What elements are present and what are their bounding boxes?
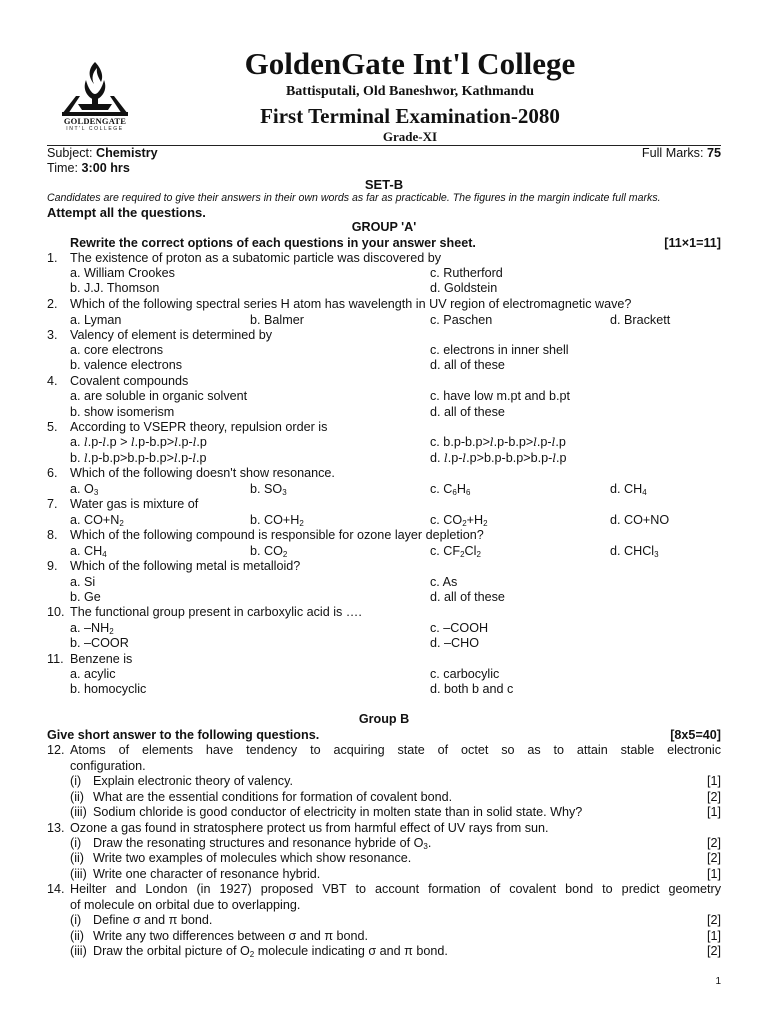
group-a-marks: [11×1=11]: [664, 236, 721, 250]
q14-part-iii-text: Draw the orbital picture of $O_2$ molecule indicating σ and π bond.: [93, 944, 448, 959]
q9-option-c: c. As: [430, 575, 458, 589]
q3-text: Valency of element is determined by: [70, 328, 273, 342]
q11-text: Benzene is: [70, 652, 133, 666]
group-b-marks: [8x5=40]: [670, 728, 721, 742]
time-row: [47, 161, 130, 176]
q8-text: Which of the following compound is responsible for ozone layer depletion?: [70, 528, 484, 542]
group-b-instruction: Give short answer to the following questions.: [47, 728, 320, 742]
q8-option-a: a. $CH_4$: [70, 544, 107, 559]
q2-option-a: a. Lyman: [70, 313, 122, 327]
q14-part-i-label: (i): [70, 913, 82, 927]
q5-option-c: c. b.p-b.p>l.p-b.p>l.p-l.p: [430, 435, 566, 449]
q12-part-iii-mark: [1]: [706, 805, 721, 819]
q14-part-ii-text: Write any two differences between σ and π bond.: [93, 929, 369, 943]
group-b-title: Group B: [358, 712, 410, 726]
q11-option-c: c. carbocylic: [430, 667, 500, 681]
q3-option-c: c. electrons in inner shell: [430, 343, 569, 357]
q8-option-d: d. CHCl$_3$: [610, 544, 659, 559]
q8-option-c: c. $CF_2Cl_2$: [430, 544, 481, 559]
q3-option-a: a. core electrons: [70, 343, 164, 357]
q1-text: The existence of proton as a subatomic particle was discovered by: [70, 251, 442, 265]
q13-part-ii-label: (ii): [70, 851, 84, 865]
q14-part-ii-label: (ii): [70, 929, 84, 943]
q6-option-b: b. $SO_3$: [250, 482, 287, 497]
q12-part-i-text: Explain electronic theory of valency.: [93, 774, 293, 788]
full-marks-label: Full Marks:: [641, 146, 704, 160]
q14-number: 14.: [47, 882, 65, 896]
q14-part-ii-mark: [1]: [706, 929, 721, 943]
q10-option-d: d. –CHO: [430, 636, 479, 650]
q12-part-iii-label: (iii): [70, 805, 87, 819]
college-name: GoldenGate Int'l College: [244, 46, 576, 81]
q13-part-ii-text: Write two examples of molecules which show resonance.: [93, 851, 412, 865]
group-a-title: GROUP 'A': [351, 220, 417, 234]
q12-part-ii-label: (ii): [70, 790, 84, 804]
q14-part-iii-mark: [2]: [706, 944, 721, 958]
q5-option-d: d. l.p-l.p>b.p-b.p>b.p-l.p: [430, 451, 567, 465]
q4-option-c: c. have low m.pt and b.pt: [430, 389, 571, 403]
q11-option-b: b. homocyclic: [70, 682, 147, 696]
q12-number: 12.: [47, 743, 65, 757]
q1-option-a: a. William Crookes: [70, 266, 175, 280]
q6-option-d: d. $CH_4$: [610, 482, 647, 497]
q13-part-iii-label: (iii): [70, 867, 87, 881]
q14-part-i-text: Define σ and π bond.: [93, 913, 213, 927]
q5-number: 5.: [47, 420, 58, 434]
q14-stem-line2: of molecule on orbital due to overlapping.: [70, 898, 301, 912]
q4-option-d: d. all of these: [430, 405, 505, 419]
q13-part-iii-text: Write one character of resonance hybrid.: [93, 867, 321, 881]
q1-number: 1.: [47, 251, 58, 265]
full-marks-row: [642, 146, 721, 161]
q5-text: According to VSEPR theory, repulsion order is: [70, 420, 328, 434]
q7-option-d: d. CO+NO: [610, 513, 670, 527]
q13-part-iii-mark: [1]: [706, 867, 721, 881]
q3-option-b: b. valence electrons: [70, 358, 183, 372]
subject-row: [47, 146, 158, 161]
q7-option-c: c. $CO_2+H_2$: [430, 513, 488, 528]
instructions: Candidates are required to give their answers in their own words as far as practicable. The figures in the margin indicate full marks.: [47, 192, 661, 204]
q2-number: 2.: [47, 297, 58, 311]
q7-text: Water gas is mixture of: [70, 497, 199, 511]
logo-text-main: GOLDENGATE: [63, 116, 127, 126]
q12-stem-line2: configuration.: [70, 759, 146, 773]
q9-number: 9.: [47, 559, 58, 573]
q4-number: 4.: [47, 374, 58, 388]
subject-value: Chemistry: [96, 146, 158, 160]
q12-part-ii-text: What are the essential conditions for formation of covalent bond.: [93, 790, 453, 804]
q9-option-b: b. Ge: [70, 590, 101, 604]
q11-option-d: d. both b and c: [430, 682, 514, 696]
q9-text: Which of the following metal is metalloid?: [70, 559, 301, 573]
q3-number: 3.: [47, 328, 58, 342]
q14-part-i-mark: [2]: [706, 913, 721, 927]
q10-option-a: a. $-NH_2$: [70, 621, 114, 636]
college-address: Battisputali, Old Baneshwor, Kathmandu: [285, 84, 535, 99]
page-number: 1: [715, 976, 721, 987]
logo-text-sub: INT'L COLLEGE: [66, 126, 124, 132]
q13-part-ii-mark: [2]: [706, 851, 721, 865]
q14-stem-line1: Heilter and London (in 1927) proposed VBT to account formation of covalent bond to predict geometry: [70, 882, 721, 896]
q2-option-d: d. Brackett: [610, 313, 671, 327]
full-marks-value: 75: [706, 146, 721, 160]
time-label: Time:: [47, 161, 79, 175]
q13-stem: Ozone a gas found in stratosphere protect us from harmful effect of UV rays from sun.: [70, 821, 549, 835]
subject-label: Subject:: [47, 146, 93, 160]
q10-option-b: b. –COOR: [70, 636, 129, 650]
q1-option-d: d. Goldstein: [430, 281, 498, 295]
q5-option-a: a. l.p-l.p > l.p-b.p>l.p-l.p: [70, 435, 207, 449]
q12-part-i-label: (i): [70, 774, 82, 788]
grade: Grade-XI: [382, 129, 438, 144]
college-logo: [56, 56, 134, 134]
q7-option-a: a. $CO+N_2$: [70, 513, 124, 528]
q10-option-c: c. –COOH: [430, 621, 489, 635]
q13-part-i-text: Draw the resonating structures and resonance hybride of $O_3$.: [93, 836, 432, 851]
q4-text: Covalent compounds: [70, 374, 189, 388]
q12-stem-line1: Atoms of elements have tendency to acquiring state of octet so as to attain stable electronic: [70, 743, 721, 757]
q8-option-b: b. $CO_2$: [250, 544, 288, 559]
q13-part-i-mark: [2]: [706, 836, 721, 850]
q4-option-a: a. are soluble in organic solvent: [70, 389, 248, 403]
q6-text: Which of the following doesn't show resonance.: [70, 466, 335, 480]
q9-option-d: d. all of these: [430, 590, 505, 604]
q2-option-c: c. Paschen: [430, 313, 493, 327]
q6-number: 6.: [47, 466, 58, 480]
q6-option-a: a. $O_3$: [70, 482, 99, 497]
q10-number: 10.: [47, 605, 65, 619]
q5-option-b: b. l.p-b.p>b.p-b.p>l.p-l.p: [70, 451, 207, 465]
time-value: 3:00 hrs: [81, 161, 130, 175]
q2-option-b: b. Balmer: [250, 313, 304, 327]
set-label: SET-B: [364, 177, 404, 192]
q11-option-a: a. acylic: [70, 667, 116, 681]
q14-part-iii-label: (iii): [70, 944, 87, 958]
q10-text: The functional group present in carboxylic acid is ….: [70, 605, 362, 619]
q11-number: 11.: [47, 652, 64, 666]
q9-option-a: a. Si: [70, 575, 96, 589]
q7-option-b: b. $CO+H_2$: [250, 513, 304, 528]
group-a-instruction: Rewrite the correct options of each questions in your answer sheet.: [70, 236, 476, 250]
q3-option-d: d. all of these: [430, 358, 505, 372]
q7-number: 7.: [47, 497, 58, 511]
q4-option-b: b. show isomerism: [70, 405, 175, 419]
q12-part-iii-text: Sodium chloride is good conductor of electricity in molten state than in solid state. Why?: [93, 805, 583, 819]
q13-part-i-label: (i): [70, 836, 82, 850]
q12-part-ii-mark: [2]: [706, 790, 721, 804]
q1-option-c: c. Rutherford: [430, 266, 503, 280]
q12-part-i-mark: [1]: [706, 774, 721, 788]
q8-number: 8.: [47, 528, 58, 542]
q6-option-c: c. $C_6H_6$: [430, 482, 471, 497]
attempt-all: Attempt all the questions.: [47, 205, 206, 220]
q13-number: 13.: [47, 821, 65, 835]
q2-text: Which of the following spectral series H atom has wavelength in UV region of electromagnetic wave?: [70, 297, 632, 311]
exam-title: First Terminal Examination-2080: [260, 104, 560, 128]
q1-option-b: b. J.J. Thomson: [70, 281, 160, 295]
